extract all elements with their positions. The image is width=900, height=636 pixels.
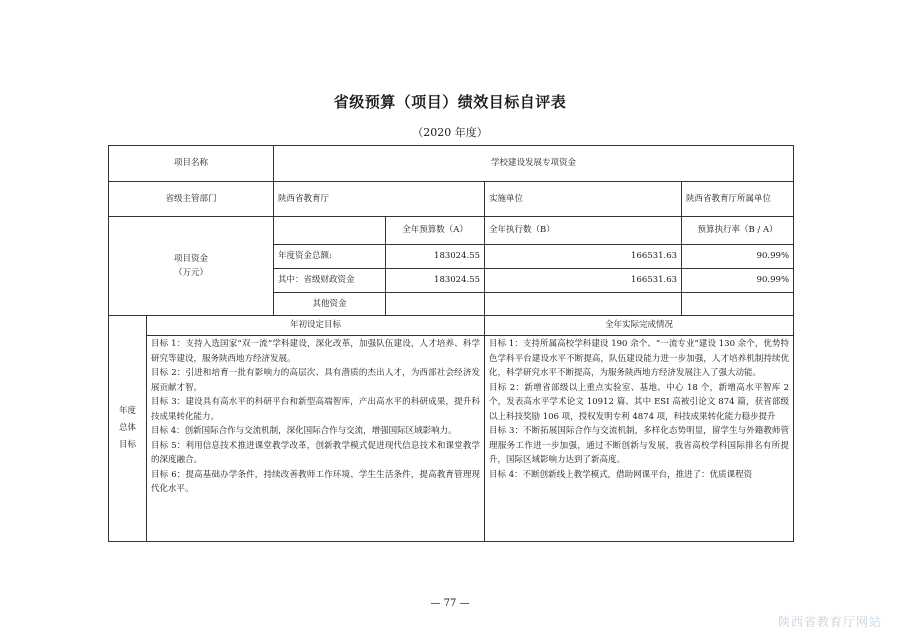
- funds-header-row: [109, 217, 794, 245]
- project-name-row: [109, 146, 794, 182]
- funds-label: 项目资金: [174, 253, 209, 264]
- actual-goal-item: 目标 2：新增省部级以上重点实验室、基地、中心 18 个，新增高水平智库 2 个，发表高水平学术论文 10912 篇、其中 ESI 高被引论文 874 篇，获省部级以上科技奖励 106 项，授权发明专利 4874 项，科技成果转化能力稳步提升: [489, 382, 790, 422]
- impl-value: 陕西省教育厅所属单位: [682, 182, 794, 217]
- col-rate-header: 预算执行率（B / A）: [682, 217, 794, 245]
- funds-header-blank: [274, 217, 386, 245]
- initial-goal-item: 目标 6：提高基础办学条件，持续改善教师工作环境、学生生活条件，提高教育管理现代化水平。: [151, 469, 481, 494]
- actual-goal-item: 目标 3：不断拓展国际合作与交流机制，多样化态势明显，留学生与外籍教师管理服务工作进一步加强，通过不断创新与发展，我省高校学科国际排名有所提升，国际区域影响力达到了新高度。: [489, 426, 790, 465]
- goal-section-label-line: 目标: [118, 440, 136, 450]
- funds-label-cell: [109, 217, 274, 316]
- project-name-value: 学校建设发展专项资金: [274, 146, 794, 182]
- funds-row-rate: 90.99%: [682, 269, 794, 293]
- performance-table: [108, 145, 794, 542]
- dept-label: 省级主管部门: [109, 182, 274, 217]
- project-name-label: 项目名称: [109, 146, 274, 182]
- goal-section-label-line: 总体: [118, 423, 136, 433]
- goal-initial-header: 年初设定目标: [147, 316, 485, 336]
- goal-section-label-line: 年度: [118, 406, 136, 416]
- initial-goals-cell: [147, 336, 485, 542]
- funds-row-label: 其中：省级财政资金: [274, 269, 386, 293]
- funds-row-rate: [682, 293, 794, 316]
- funds-row-exec: 166531.63: [485, 245, 682, 269]
- impl-label: 实施单位: [485, 182, 682, 217]
- funds-unit: （万元）: [174, 268, 209, 278]
- initial-goal-item: 目标 2：引进和培育一批有影响力的高层次、具有潜质的杰出人才，为西部社会经济发展贡献才智。: [151, 368, 481, 393]
- site-watermark: 陕西省教育厅网站: [777, 615, 882, 629]
- initial-goal-item: 目标 5：利用信息技术推进课堂教学改革，创新教学模式促进现代信息技术和课堂教学的深度融合。: [151, 440, 481, 465]
- actual-goal-item: 目标 4：不断创新线上教学模式，借助网课平台，推进了：优质课程资: [489, 469, 753, 480]
- funds-row-label: 其他资金: [274, 293, 386, 316]
- funds-row-budget: 183024.55: [386, 245, 485, 269]
- goals-content-row: [109, 336, 794, 542]
- funds-row-exec: 166531.63: [485, 269, 682, 293]
- dept-value: 陕西省教育厅: [274, 182, 485, 217]
- funds-row-rate: 90.99%: [682, 245, 794, 269]
- document-year: （2020 年度）: [412, 126, 488, 139]
- funds-row-budget: 183024.55: [386, 269, 485, 293]
- initial-goal-item: 目标 3：建设具有高水平的科研平台和新型高端智库，产出高水平的科研成果，提升科技成果转化能力。: [151, 397, 481, 422]
- actual-goals-cell: [485, 336, 794, 542]
- goal-actual-header: 全年实际完成情况: [485, 316, 794, 336]
- goal-section-label: [109, 316, 147, 542]
- goals-header-row: [109, 316, 794, 336]
- actual-goal-item: 目标 1：支持所属高校学科建设 190 余个、“一流专业”建设 130 余个，优势特色学科平台建设水平不断提高，队伍建设能力进一步加强，人才培养机制持续优化，科学研究水平不断提高，为服务陕西地方经济发展注入了强大动能。: [489, 339, 790, 378]
- department-row: [109, 182, 794, 217]
- col-exec-header: 全年执行数（B）: [485, 217, 682, 245]
- funds-row-label: 年度资金总额:: [274, 245, 386, 269]
- initial-goal-item: 目标 4：创新国际合作与交流机制，深化国际合作与交流，增强国际区域影响力。: [151, 426, 457, 436]
- initial-goal-item: 目标 1：支持入选国家“双一流”学科建设，深化改革，加强队伍建设，人才培养、科学研究等建设，服务陕西地方经济发展。: [151, 339, 481, 364]
- document-title: 省级预算（项目）绩效目标自评表: [333, 93, 567, 111]
- funds-row-exec: [485, 293, 682, 316]
- page-number: — 77 —: [430, 598, 470, 609]
- funds-row-budget: [386, 293, 485, 316]
- col-budget-header: 全年预算数（A）: [386, 217, 485, 245]
